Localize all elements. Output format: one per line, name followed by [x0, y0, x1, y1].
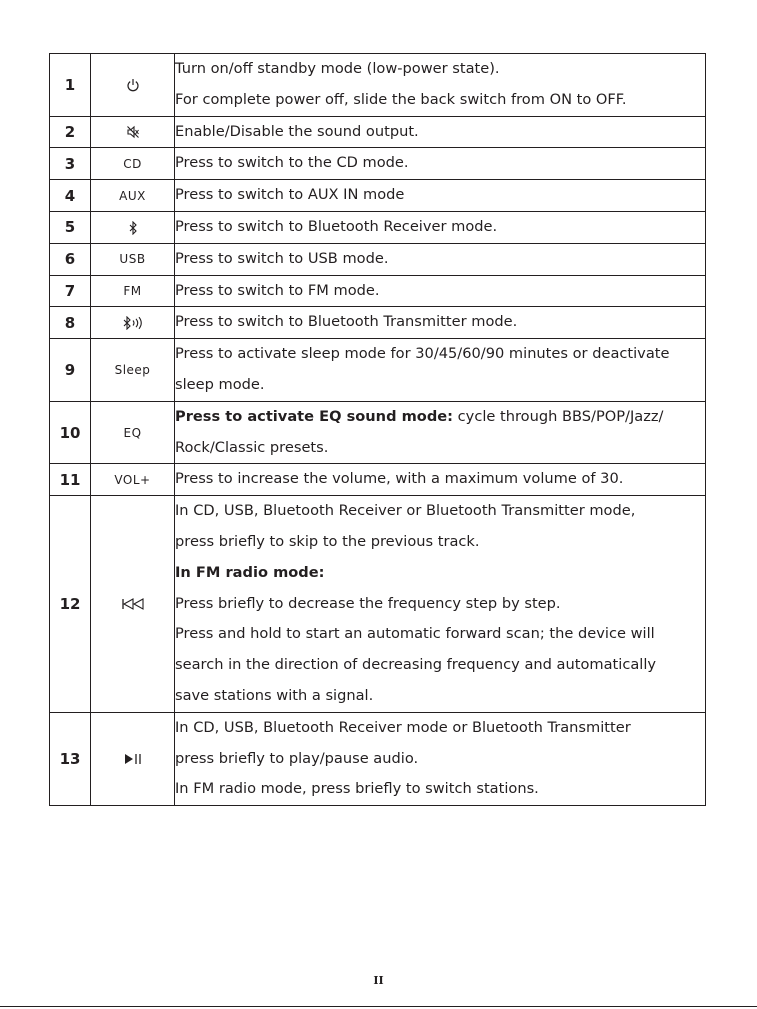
row-number: 3 [50, 148, 91, 180]
button-icon-cell [91, 712, 175, 805]
button-icon-cell [91, 243, 175, 275]
row-number: 2 [50, 116, 91, 148]
description-line [175, 339, 705, 370]
bluetooth-transmit-icon [122, 316, 144, 330]
description-line [175, 589, 705, 620]
row-number: 7 [50, 275, 91, 307]
description-text: search in the direction of decreasing frequency and automatically [175, 656, 657, 674]
description-line [175, 527, 705, 558]
description-text: Press to increase the volume, with a maximum volume of 30. [175, 470, 624, 488]
description-bold-text: Press to activate EQ sound mode: [175, 407, 454, 425]
description-line [175, 774, 705, 805]
description-text: In CD, USB, Bluetooth Receiver mode or Bluetooth Transmitter [175, 718, 631, 736]
description-line [175, 212, 705, 243]
bluetooth-icon [128, 220, 138, 234]
row-number: 12 [50, 496, 91, 713]
row-number: 13 [50, 712, 91, 805]
description-line [175, 180, 705, 211]
description-text: For complete power off, slide the back switch from ON to OFF. [175, 90, 627, 108]
description-text: save stations with a signal. [175, 686, 374, 704]
button-icon-cell [91, 211, 175, 243]
row-number: 6 [50, 243, 91, 275]
description-text: Turn on/off standby mode (low-power state). [175, 60, 500, 77]
table-row [50, 496, 706, 713]
table-row [50, 211, 706, 243]
description-line [175, 148, 705, 179]
table-row [50, 712, 706, 805]
description-text: Enable/Disable the sound output. [175, 122, 419, 140]
description-line [175, 496, 705, 527]
table-row [50, 116, 706, 148]
description-line [175, 713, 705, 744]
description-line [175, 402, 705, 433]
description-text: press briefly to play/pause audio. [175, 749, 419, 767]
description-text: cycle through BBS/POP/Jazz/ [453, 407, 664, 425]
description-line [175, 117, 705, 148]
function-description [175, 275, 706, 307]
function-description [175, 243, 706, 275]
button-icon-cell [91, 339, 175, 402]
row-number: 8 [50, 307, 91, 339]
function-description [175, 307, 706, 339]
usb-label: USB [119, 252, 146, 267]
description-text: In CD, USB, Bluetooth Receiver or Bluetooth Transmitter mode, [175, 502, 636, 520]
row-number: 11 [50, 464, 91, 496]
eq-label: EQ [123, 425, 142, 440]
table-row [50, 275, 706, 307]
table-row [50, 464, 706, 496]
description-text: Press to switch to Bluetooth Transmitter mode. [175, 313, 518, 331]
table-row [50, 243, 706, 275]
description-line [175, 307, 705, 338]
vol-plus-label: VOL+ [114, 472, 151, 487]
description-line [175, 244, 705, 275]
description-text: Press and hold to start an automatic forward scan; the device will [175, 625, 655, 643]
description-text: Press to switch to AUX IN mode [175, 186, 405, 204]
cd-label: CD [123, 156, 142, 171]
description-text: Press to switch to Bluetooth Receiver mode. [175, 217, 498, 235]
mute-icon [126, 125, 140, 139]
button-icon-cell [91, 180, 175, 212]
previous-track-icon [121, 597, 145, 611]
button-icon-cell [91, 116, 175, 148]
play-pause-icon [123, 752, 143, 766]
button-icon-cell [91, 401, 175, 464]
description-line [175, 681, 705, 712]
description-line [175, 744, 705, 775]
power-icon [126, 78, 140, 92]
fm-label: FM [123, 283, 142, 298]
description-line [175, 54, 705, 85]
description-text: Press to activate sleep mode for 30/45/60/90 minutes or deactivate [175, 345, 670, 363]
button-icon-cell [91, 496, 175, 713]
button-icon-cell [91, 307, 175, 339]
sleep-label: Sleep [114, 362, 151, 377]
function-description [175, 496, 706, 713]
description-line [175, 433, 705, 464]
description-text: Press to switch to the CD mode. [175, 154, 409, 172]
button-function-table [49, 53, 706, 806]
table-row [50, 339, 706, 402]
description-line [175, 276, 705, 307]
description-text: Press briefly to decrease the frequency step by step. [175, 594, 561, 612]
description-line [175, 85, 705, 116]
function-description [175, 54, 706, 117]
description-line [175, 650, 705, 681]
description-text: Press to switch to USB mode. [175, 249, 389, 267]
button-icon-cell [91, 148, 175, 180]
description-text: In FM radio mode, press briefly to switch stations. [175, 780, 539, 798]
description-text: Press to switch to FM mode. [175, 281, 380, 299]
function-description [175, 464, 706, 496]
description-line [175, 558, 705, 589]
function-description [175, 116, 706, 148]
function-description [175, 180, 706, 212]
bottom-rule [0, 1006, 757, 1007]
description-text: sleep mode. [175, 375, 265, 393]
table-row [50, 401, 706, 464]
row-number: 9 [50, 339, 91, 402]
table-row [50, 54, 706, 117]
table-row [50, 307, 706, 339]
description-text: press briefly to skip to the previous track. [175, 532, 480, 550]
function-description [175, 401, 706, 464]
function-description [175, 211, 706, 243]
page-number: II [373, 974, 384, 987]
row-number: 5 [50, 211, 91, 243]
function-description [175, 148, 706, 180]
row-number: 4 [50, 180, 91, 212]
button-icon-cell [91, 275, 175, 307]
aux-label: AUX [119, 188, 146, 203]
function-description [175, 339, 706, 402]
row-number: 1 [50, 54, 91, 117]
description-line [175, 370, 705, 401]
description-bold-text: In FM radio mode: [175, 563, 325, 581]
row-number: 10 [50, 401, 91, 464]
button-icon-cell [91, 54, 175, 117]
description-line [175, 619, 705, 650]
table-row [50, 148, 706, 180]
description-text: Rock/Classic presets. [175, 438, 329, 456]
description-line [175, 464, 705, 495]
button-icon-cell [91, 464, 175, 496]
table-row [50, 180, 706, 212]
function-description [175, 712, 706, 805]
